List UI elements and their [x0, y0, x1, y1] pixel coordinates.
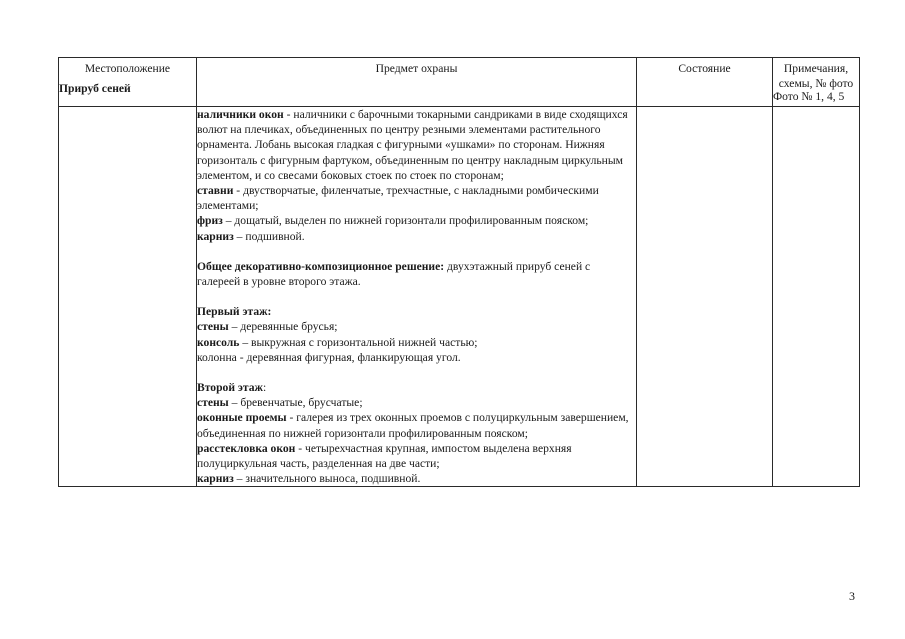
- protection-subject-table: [58, 57, 860, 487]
- subject-paragraph-composition: Общее декоративно-композиционное решение: двухэтажный прируб сеней с галереей в уровне второго этажа.: [197, 259, 591, 289]
- subject-paragraph-walls-1: стены – деревянные брусья;: [197, 320, 338, 334]
- cell-location: [59, 82, 197, 487]
- subject-paragraph-console: консоль – выкружная с горизонтальной нижней частью;: [197, 335, 478, 349]
- subject-paragraph-window-openings: оконные проемы - галерея из трех оконных проемов с полуциркульным завершением, объединенная по нижней горизонтали профилированным пояском;: [197, 411, 629, 440]
- subject-heading-first-floor: Первый этаж:: [197, 305, 272, 319]
- notes-text: Фото № 1, 4, 5: [773, 90, 845, 103]
- subject-heading-second-floor: Второй этаж:: [197, 381, 267, 395]
- location-text: Прируб сеней: [59, 82, 131, 95]
- header-subject: Предмет охраны: [197, 58, 637, 107]
- header-state: Состояние: [637, 58, 773, 107]
- page-number: 3: [849, 589, 855, 603]
- header-notes: Примечания, схемы, № фото: [773, 58, 860, 107]
- subject-paragraph-shutters: ставни - двустворчатые, филенчатые, трехчастные, с накладными ромбическими элементами;: [197, 184, 599, 213]
- subject-paragraph-window-trims: наличники окон - наличники с барочными токарными сандриками в виде сходящихся волют на плечиках, объединенных по центру резными элементами растительного орнамента. Лобань высокая гладкая с фигурными «ушками» по сторонам. Нижняя горизонталь с фигурным фартуком, объединенным по центру накладным циркульным элементом, и со свесами боковых стоек по стоек по сторонам;: [197, 108, 628, 182]
- header-location: Местоположение: [59, 58, 197, 107]
- cell-notes: [773, 90, 860, 487]
- subject-paragraph-glazing: расстекловка окон - четырехчастная крупная, импостом выделена верхняя полуциркульная часть, разделенная на две части;: [197, 441, 572, 471]
- cell-subject: [197, 107, 637, 487]
- subject-paragraph-cornice: карниз – подшивной.: [197, 229, 305, 243]
- table-row: [59, 107, 860, 487]
- cell-state: [637, 107, 773, 487]
- subject-paragraph-cornice-2: карниз – значительного выноса, подшивной.: [197, 472, 421, 486]
- subject-paragraph-frieze: фриз – дощатый, выделен по нижней горизонтали профилированным пояском;: [197, 214, 589, 228]
- subject-paragraph-walls-2: стены – бревенчатые, брусчатые;: [197, 396, 363, 410]
- subject-paragraph-column: колонна - деревянная фигурная, фланкирующая угол.: [197, 350, 461, 364]
